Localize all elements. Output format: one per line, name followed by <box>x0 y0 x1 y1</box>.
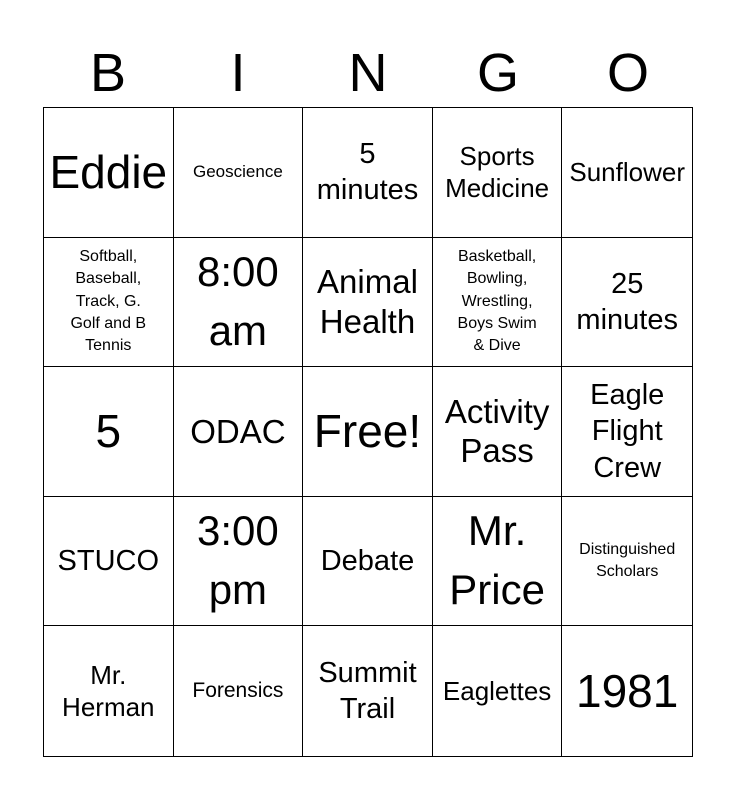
bingo-cell[interactable]: Animal Health <box>303 238 433 368</box>
bingo-cell[interactable]: Softball, Baseball, Track, G. Golf and B Tennis <box>44 238 174 368</box>
header-letter-i: I <box>230 43 246 103</box>
header-letter-g: G <box>476 43 519 103</box>
bingo-cell[interactable]: 5 minutes <box>303 108 433 238</box>
bingo-cell[interactable]: Sunflower <box>562 108 692 238</box>
bingo-cell[interactable]: Debate <box>303 497 433 627</box>
bingo-cell[interactable]: Mr. Price <box>433 497 563 627</box>
header-letter-b: B <box>89 43 127 103</box>
bingo-cell[interactable]: 8:00 am <box>174 238 304 368</box>
bingo-cell[interactable]: 5 <box>44 367 174 497</box>
header-letter-n: N <box>348 43 388 103</box>
bingo-cell[interactable]: Sports Medicine <box>433 108 563 238</box>
bingo-cell[interactable]: Eagle Flight Crew <box>562 367 692 497</box>
bingo-cell[interactable]: 25 minutes <box>562 238 692 368</box>
bingo-cell[interactable]: Geoscience <box>174 108 304 238</box>
bingo-cell[interactable]: 1981 <box>576 664 679 717</box>
bingo-cell[interactable]: Distinguished Scholars <box>562 497 692 627</box>
bingo-cell[interactable]: STUCO <box>44 497 174 627</box>
bingo-cell[interactable]: Mr. Herman <box>44 626 174 756</box>
bingo-cell[interactable]: Forensics <box>174 626 304 756</box>
bingo-header <box>43 40 693 106</box>
bingo-cell[interactable]: Eddie <box>44 108 174 238</box>
bingo-cell[interactable]: Summit Trail <box>303 626 433 756</box>
bingo-cell[interactable]: ODAC <box>174 367 304 497</box>
bingo-cell[interactable]: 3:00 pm <box>174 497 304 627</box>
bingo-cell[interactable]: Free! <box>303 367 433 497</box>
bingo-cell[interactable]: Activity Pass <box>433 367 563 497</box>
bingo-cell[interactable]: Eaglettes <box>433 626 563 756</box>
bingo-board <box>43 107 693 757</box>
bingo-cell[interactable]: Basketball, Bowling, Wrestling, Boys Swim & Dive <box>433 238 563 368</box>
header-letter-o: O <box>606 43 649 103</box>
